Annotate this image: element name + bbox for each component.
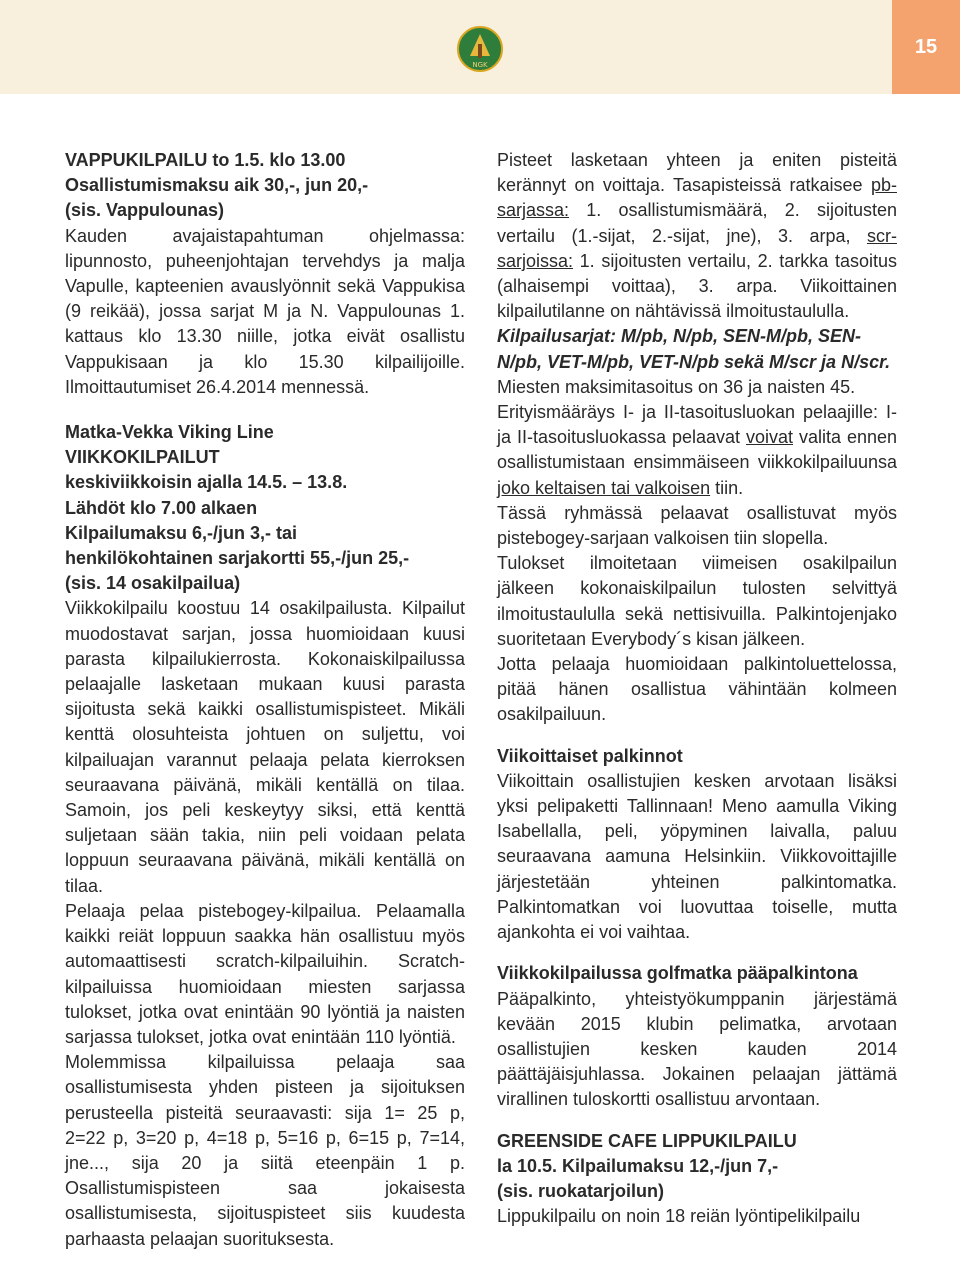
- greenside-fee: la 10.5. Kilpailumaksu 12,-/jun 7,-: [497, 1155, 779, 1176]
- viikko-p3: Molemmissa kilpailuissa pelaaja saa osallistumisesta yhden pisteen ja sijoituksen perusteella pisteitä seuraavasti: sija 1= 25 p, 2=22 p, 3=20 p, 4=18 p, 5=16 p, 6=15 p, 7=14, jne..., sija 20 ja siitä eteenpäin 1 p. Osallistumispisteen saa jokaisesta osallistumisesta, sijoituspisteet siis kuudesta parhaasta pelaajan suorituksesta.: [65, 1052, 465, 1249]
- viikko-p2: Pelaaja pelaa pistebogey-kilpailua. Pelaamalla kaikki reiät loppuun saakka hän osallistuu myös automaattisesti scratch-kilpailuihin. Scratch-kilpailuissa huomioidaan miesten sarjassa tulokset, jotka ovat enintään 90 lyöntiä ja naisten sarjassa tulokset, jotka ovat enintään 110 lyöntiä.: [65, 900, 465, 1047]
- page-header: [0, 0, 960, 94]
- page-number: 15: [892, 0, 960, 94]
- svg-text:NGK: NGK: [472, 61, 488, 69]
- viikko-p1: Viikkokilpailu koostuu 14 osakilpailusta. Kilpailut muodostavat sarjan, jossa huomioidaan kuusi parasta kilpailukierrosta. Kokonaiskilpailussa pelaajalle lasketaan mukaan kuusi parasta sijoitusta sekä kaikki osallistumispisteet. Mikäli kenttä olosuhteista johtuen on suljettu, voi kilpailuajan varannut pelaaja pelata kierroksen seuraavana päivänä, mikäli kentällä on tilaa. Samoin, jos peli keskeytyy siksi, että kenttä suljetaan sään takia, niin peli voidaan pelata loppuun seuraavana päivänä, mikäli kentällä on tilaa.: [65, 598, 465, 896]
- vappu-title: VAPPUKILPAILU to 1.5. klo 13.00: [65, 150, 346, 170]
- special-rule: Erityismääräys I- ja II-tasoitusluokan pelaajille: I- ja II-tasoitusluokassa pelaavat voivat valita ennen osallistumistaan ensimmäiseen viikkokilpailuunsa joko keltaisen tai valkoisen tiin.: [497, 402, 898, 498]
- weekly-prizes-body: Viikoittain osallistujien kesken arvotaan lisäksi yksi pelipaketti Tallinnaan! Meno aamulla Viking Isabellalla, peli, yöpyminen laivalla, paluu seuraavana aamuna Helsinkiin. Viikkovoittajille järjestetään yhteinen palkintomatka. Palkintomatkan voi luovuttaa toiselle, mutta ajankohta ei voi vaihtaa.: [497, 770, 897, 943]
- viikko-includes: (sis. 14 osakilpailua): [65, 573, 241, 594]
- viikko-p6: Tässä ryhmässä pelaavat osallistuvat myös pistebogey-sarjaan valkoisen tiin slopella.: [497, 502, 897, 549]
- club-logo: [457, 26, 503, 72]
- viikko-p7: Tulokset ilmoitetaan viimeisen osakilpailun jälkeen kokonaiskilpailun tulosten selvittyä ilmoitustaululla sekä nettisivuilla. Palkintojenjako suoritetaan Everybody´s kisan jälkeen.: [497, 553, 897, 649]
- golf-trip-title: Viikkokilpailussa golfmatka pääpalkintona: [497, 963, 858, 984]
- viikko-sponsor: Matka-Vekka Viking Line: [65, 422, 274, 443]
- viikko-p8: Jotta pelaaja huomioidaan palkintoluettelossa, pitää hänen osallistua vähintään kolmeen osakilpailuun.: [497, 654, 897, 725]
- series-list: Kilpailusarjat: M/pb, N/pb, SEN-M/pb, SEN-N/pb, VET-M/pb, VET-N/pb sekä M/scr ja N/scr.: [497, 326, 891, 372]
- viikko-fee: Kilpailumaksu 6,-/jun 3,- tai: [65, 522, 298, 543]
- scr-series-link: scr-sarjoissa:: [497, 225, 897, 271]
- viikko-start: Lähdöt klo 7.00 alkaen: [65, 497, 258, 518]
- viikko-dates: keskiviikkoisin ajalla 14.5. – 13.8.: [65, 472, 348, 493]
- greenside-includes: (sis. ruokatarjoilun): [497, 1180, 665, 1201]
- vappu-includes: (sis. Vappulounas): [65, 200, 225, 221]
- greenside-title: GREENSIDE CAFE LIPPUKILPAILU: [497, 1130, 797, 1151]
- viikko-card: henkilökohtainen sarjakortti 55,-/jun 25,-: [65, 548, 410, 569]
- vappu-body: Kauden avajaistapahtuman ohjelmassa: lipunnosto, puheenjohtajan tervehdys ja malja Vapulle, kapteenien avauslyönnit sekä Vappukisa (9 reikää), jossa sarjat M ja N. Vappulounas 1. kattaus klo 13.30 niille, jotka eivät osallistu Vappukisaan ja klo 15.30 kilpailijoille. Ilmoittautumiset 26.4.2014 mennessä.: [65, 225, 465, 397]
- vappu-fee: Osallistumismaksu aik 30,-, jun 20,-: [65, 175, 369, 196]
- golf-trip-body: Pääpalkinto, yhteistyökumppanin järjestämä kevään 2015 klubin pelimatka, arvotaan osallistujien kesken kauden 2014 päättäjäisjuhlassa. Jokainen pelaajan jättämä virallinen tuloskortti osallistuu arvontaan.: [497, 988, 897, 1110]
- left-column: [65, 148, 465, 1252]
- viikko-title: VIIKKOKILPAILUT: [65, 447, 220, 468]
- right-column: [497, 148, 897, 1229]
- weekly-prizes-title: Viikoittaiset palkinnot: [497, 745, 683, 766]
- pb-series-link: pb-sarjassa:: [497, 175, 897, 221]
- viikko-p3-continued: Pisteet lasketaan yhteen ja eniten pisteitä kerännyt on voittaja. Tasapisteissä ratkaisee pb-sarjassa: 1. osallistumismäärä, 2. sijoitusten vertailu (1.-sijat, 2.-sijat, jne), 3. arpa, scr-sarjoissa: 1. sijoitusten vertailu, 2. tarkka tasoitus (alhaisempi voittaa), 3. arpa. Viikoittainen kilpailutilanne on nähtävissä ilmoitustaululla.: [497, 150, 897, 322]
- max-handicap: Miesten maksimitasoitus on 36 ja naisten 45.: [497, 376, 856, 397]
- greenside-body: Lippukilpailu on noin 18 reiän lyöntipelikilpailu: [497, 1206, 861, 1227]
